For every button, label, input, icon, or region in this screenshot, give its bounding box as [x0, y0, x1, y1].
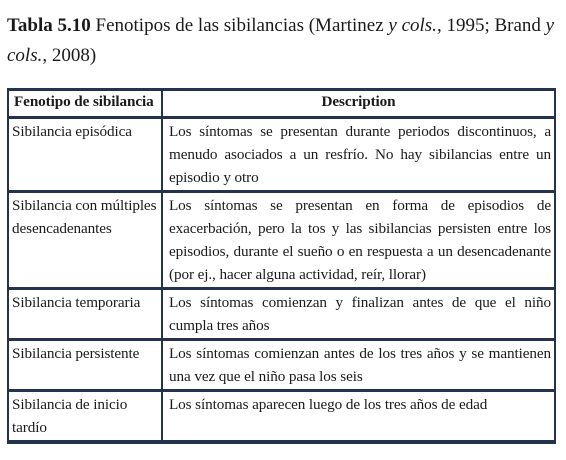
phenotype-cell: Sibilancia episódica — [8, 118, 162, 192]
table-caption — [7, 11, 559, 71]
description-cell: Los síntomas comienzan y finalizan antes de que el niño cumpla tres años — [162, 289, 555, 340]
table-header-row — [8, 90, 555, 118]
table-row — [8, 289, 555, 340]
table-row — [8, 340, 555, 391]
caption-citation-1: y cols. — [388, 15, 437, 36]
phenotype-cell: Sibilancia de inicio tardío — [8, 391, 162, 443]
description-cell: Los síntomas aparecen luego de los tres años de edad — [162, 391, 555, 443]
table-number: Tabla 5.10 — [7, 15, 91, 36]
phenotype-cell: Sibilancia persistente — [8, 340, 162, 391]
phenotype-cell: Sibilancia temporaria — [8, 289, 162, 340]
phenotype-cell: Sibilancia con múltiples desencadenantes — [8, 192, 162, 289]
caption-text: , 1995; Brand — [436, 15, 546, 36]
description-cell: Los síntomas se presentan en forma de episodios de exacerbación, pero la tos y las sibilancias persisten entre los episodios, durante el sueño o en respuesta a un desencadenante (por ej., hacer alguna actividad, reír, llorar) — [162, 192, 555, 289]
caption-citation-2: y cols. — [7, 15, 555, 66]
phenotypes-table — [7, 88, 556, 444]
table-row — [8, 192, 555, 289]
caption-text: , 2008) — [42, 45, 97, 66]
header-fenotipo: Fenotipo de sibilancia — [8, 90, 162, 118]
table-row — [8, 391, 555, 443]
caption-text: Fenotipos de las sibilancias (Martinez — [90, 15, 389, 36]
description-cell: Los síntomas comienzan antes de los tres años y se mantienen una vez que el niño pasa los seis — [162, 340, 555, 391]
description-cell: Los síntomas se presentan durante periodos discontinuos, a menudo asociados a un resfrío. No hay sibilancias entre un episodio y otro — [162, 118, 555, 192]
header-description: Description — [162, 90, 555, 118]
table-row — [8, 118, 555, 192]
